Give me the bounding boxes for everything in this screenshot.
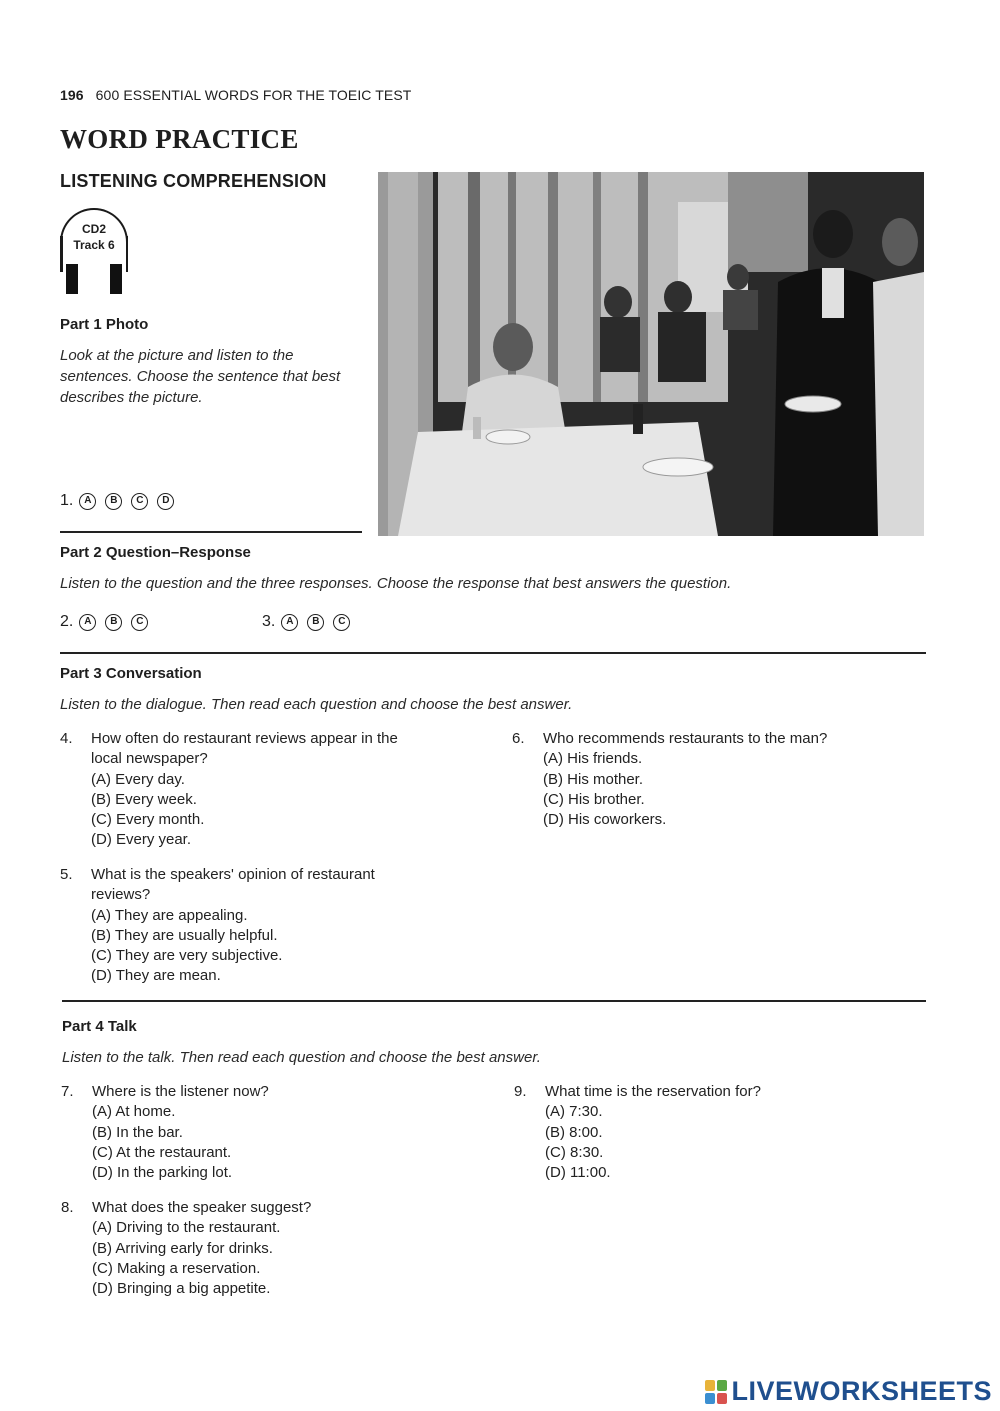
question-5 (60, 865, 480, 987)
answer-row-3 (262, 613, 359, 631)
question-number: 7. (61, 1083, 74, 1100)
running-head (60, 87, 411, 103)
answer-bubble[interactable]: C (131, 493, 148, 510)
answer-option[interactable]: (D) His coworkers. (543, 811, 667, 829)
answer-option[interactable]: (D) 11:00. (545, 1164, 611, 1182)
answer-option[interactable]: (C) Making a reservation. (92, 1259, 261, 1277)
part4-heading: Part 4 Talk (62, 1018, 137, 1035)
question-7 (61, 1082, 481, 1183)
part1-heading: Part 1 Photo (60, 316, 149, 333)
part2-heading: Part 2 Question–Response (60, 544, 251, 561)
question-number: 9. (514, 1083, 527, 1100)
question-number: 3. (262, 613, 276, 630)
liveworksheets-logo-icon (705, 1380, 727, 1404)
answer-row-2 (60, 613, 157, 631)
answer-option[interactable]: (C) His brother. (543, 790, 645, 808)
answer-option[interactable]: (A) They are appealing. (91, 906, 248, 924)
part3-instruction: Listen to the dialogue. Then read each question and choose the best answer. (60, 696, 573, 713)
answer-option[interactable]: (C) At the restaurant. (92, 1143, 232, 1161)
logo-square (717, 1393, 727, 1404)
answer-bubble[interactable]: C (131, 614, 148, 631)
part4-instruction: Listen to the talk. Then read each question and choose the best answer. (62, 1049, 541, 1066)
question-text: reviews? (91, 886, 151, 904)
answer-option[interactable]: (C) They are very subjective. (91, 947, 283, 965)
answer-option[interactable]: (B) 8:00. (545, 1123, 603, 1141)
answer-option[interactable]: (A) Driving to the restaurant. (92, 1219, 281, 1237)
answer-option[interactable]: (A) Every day. (91, 770, 185, 788)
section-subtitle: LISTENING COMPREHENSION (60, 171, 327, 191)
question-number: 6. (512, 730, 525, 747)
answer-option[interactable]: (D) Bringing a big appetite. (92, 1280, 271, 1298)
part2-instruction: Listen to the question and the three responses. Choose the response that best answers the question. (60, 575, 732, 592)
answer-option[interactable]: (D) Every year. (91, 831, 192, 849)
question-text: How often do restaurant reviews appear in the (91, 730, 398, 747)
answer-bubble[interactable]: B (105, 493, 122, 510)
answer-bubble[interactable]: C (333, 614, 350, 631)
question-text: What is the speakers' opinion of restaurant (91, 866, 375, 883)
track-label: Track 6 (73, 238, 115, 252)
watermark-text: LIVEWORKSHEETS (731, 1376, 992, 1406)
logo-square (705, 1380, 715, 1391)
question-text: What does the speaker suggest? (92, 1199, 312, 1216)
question-number: 4. (60, 730, 73, 747)
question-text: Who recommends restaurants to the man? (543, 730, 828, 747)
answer-row-1 (60, 492, 183, 510)
part1-instruction: Look at the picture and listen to the sentences. Choose the sentence that best describes the picture. (60, 347, 341, 406)
question-6 (512, 729, 932, 830)
question-text: Where is the listener now? (92, 1083, 269, 1100)
cd-label: CD2 (81, 222, 106, 236)
divider (60, 652, 926, 654)
answer-option[interactable]: (B) In the bar. (92, 1123, 183, 1141)
answer-bubble[interactable]: B (307, 614, 324, 631)
question-number: 1. (60, 492, 74, 509)
answer-option[interactable]: (A) At home. (92, 1103, 176, 1121)
answer-option[interactable]: (C) 8:30. (545, 1143, 604, 1161)
question-number: 8. (61, 1199, 74, 1216)
question-text: What time is the reservation for? (545, 1083, 761, 1100)
answer-option[interactable]: (D) They are mean. (91, 967, 221, 985)
logo-square (717, 1380, 727, 1391)
book-title: 600 ESSENTIAL WORDS FOR THE TOEIC TEST (95, 87, 412, 103)
answer-bubble[interactable]: B (105, 614, 122, 631)
question-8 (61, 1198, 481, 1299)
logo-square (705, 1393, 715, 1404)
answer-option[interactable]: (B) Every week. (91, 790, 197, 808)
page-title: WORD PRACTICE (60, 124, 299, 154)
restaurant-photo (378, 172, 924, 536)
answer-option[interactable]: (A) His friends. (543, 750, 643, 768)
page-number: 196 (60, 87, 84, 103)
question-number: 5. (60, 866, 73, 883)
answer-option[interactable]: (B) Arriving early for drinks. (92, 1239, 273, 1257)
answer-bubble[interactable]: A (79, 614, 96, 631)
answer-bubble[interactable]: D (157, 493, 174, 510)
headphones-icon (60, 208, 130, 292)
part3-heading: Part 3 Conversation (60, 665, 202, 682)
answer-option[interactable]: (B) They are usually helpful. (91, 926, 278, 944)
answer-option[interactable]: (A) 7:30. (545, 1103, 603, 1121)
liveworksheets-watermark (705, 1376, 992, 1407)
question-9 (514, 1082, 934, 1183)
question-number: 2. (60, 613, 74, 630)
answer-bubble[interactable]: A (281, 614, 298, 631)
answer-bubble[interactable]: A (79, 493, 96, 510)
question-4 (60, 729, 480, 851)
answer-option[interactable]: (D) In the parking lot. (92, 1164, 233, 1182)
divider (62, 1000, 926, 1002)
answer-option[interactable]: (B) His mother. (543, 770, 644, 788)
question-text: local newspaper? (91, 750, 208, 768)
divider (60, 531, 362, 533)
answer-option[interactable]: (C) Every month. (91, 811, 205, 829)
